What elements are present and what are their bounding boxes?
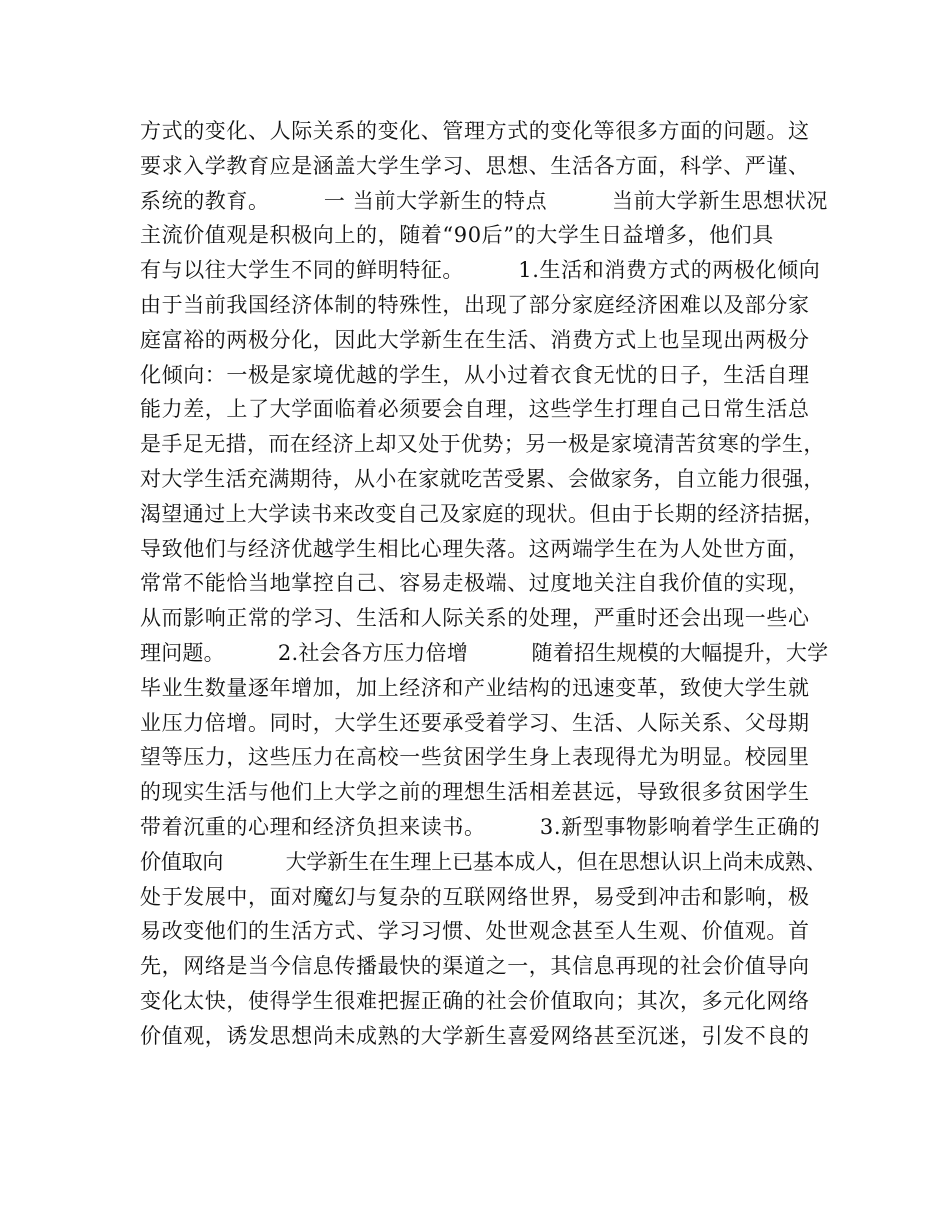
text-line: 要求入学教育应是涵盖大学生学习、思想、生活各方面，科学、严谨、 <box>140 153 810 178</box>
text-line: 价值取向 大学新生在生理上已基本成人，但在思想认识上尚未成熟、 <box>140 849 827 874</box>
text-line: 庭富裕的两极分化，因此大学新生在生活、消费方式上也呈现出两极分 <box>140 327 810 352</box>
text-line: 带着沉重的心理和经济负担来读书。 3.新型事物影响着学生正确的 <box>140 814 821 839</box>
text-line: 望等压力，这些压力在高校一些贫困学生身上表现得尤为明显。校园里 <box>140 745 810 770</box>
text-line: 从而影响正常的学习、生活和人际关系的处理，严重时还会出现一些心 <box>140 606 810 631</box>
text-line: 毕业生数量逐年增加，加上经济和产业结构的迅速变革，致使大学生就 <box>140 675 810 700</box>
text-line: 有与以往大学生不同的鲜明特征。 1.生活和消费方式的两极化倾向 <box>140 258 821 283</box>
text-line: 理问题。 2.社会各方压力倍增 随着招生规模的大幅提升，大学 <box>140 640 829 665</box>
text-line: 主流价值观是积极向上的，随着“90后”的大学生日益增多，他们具 <box>140 223 774 248</box>
text-line: 系统的教育。 一 当前大学新生的特点 当前大学新生思想状况 <box>140 188 828 213</box>
document-body <box>140 114 830 1054</box>
text-line: 化倾向：一极是家境优越的学生，从小过着衣食无忧的日子，生活自理 <box>140 362 810 387</box>
text-line: 渴望通过上大学读书来改变自己及家庭的现状。但由于长期的经济拮据， <box>140 501 825 526</box>
text-line: 由于当前我国经济体制的特殊性，出现了部分家庭经济困难以及部分家 <box>140 292 810 317</box>
text-line: 导致他们与经济优越学生相比心理失落。这两端学生在为人处世方面， <box>140 536 810 561</box>
text-line: 易改变他们的生活方式、学习习惯、处世观念甚至人生观、价值观。首 <box>140 919 810 944</box>
text-line: 方式的变化、人际关系的变化、管理方式的变化等很多方面的问题。这 <box>140 119 810 143</box>
text-line: 对大学生活充满期待，从小在家就吃苦受累、会做家务，自立能力很强， <box>140 466 825 491</box>
text-line: 价值观，诱发思想尚未成熟的大学新生喜爱网络甚至沉迷，引发不良的 <box>140 1023 810 1048</box>
text-line: 常常不能恰当地掌控自己、容易走极端、过度地关注自我价值的实现， <box>140 571 810 596</box>
text-line: 先，网络是当今信息传播最快的渠道之一，其信息再现的社会价值导向 <box>140 954 810 979</box>
text-line: 处于发展中，面对魔幻与复杂的互联网络世界，易受到冲击和影响，极 <box>140 884 810 909</box>
text-line: 能力差，上了大学面临着必须要会自理，这些学生打理自己日常生活总 <box>140 397 810 422</box>
text-line: 变化太快，使得学生很难把握正确的社会价值取向；其次，多元化网络 <box>140 988 810 1013</box>
text-line: 是手足无措，而在经济上却又处于优势；另一极是家境清苦贫寒的学生， <box>140 432 825 457</box>
text-line: 的现实生活与他们上大学之前的理想生活相差甚远，导致很多贫困学生 <box>140 780 810 805</box>
text-line: 业压力倍增。同时，大学生还要承受着学习、生活、人际关系、父母期 <box>140 710 810 735</box>
